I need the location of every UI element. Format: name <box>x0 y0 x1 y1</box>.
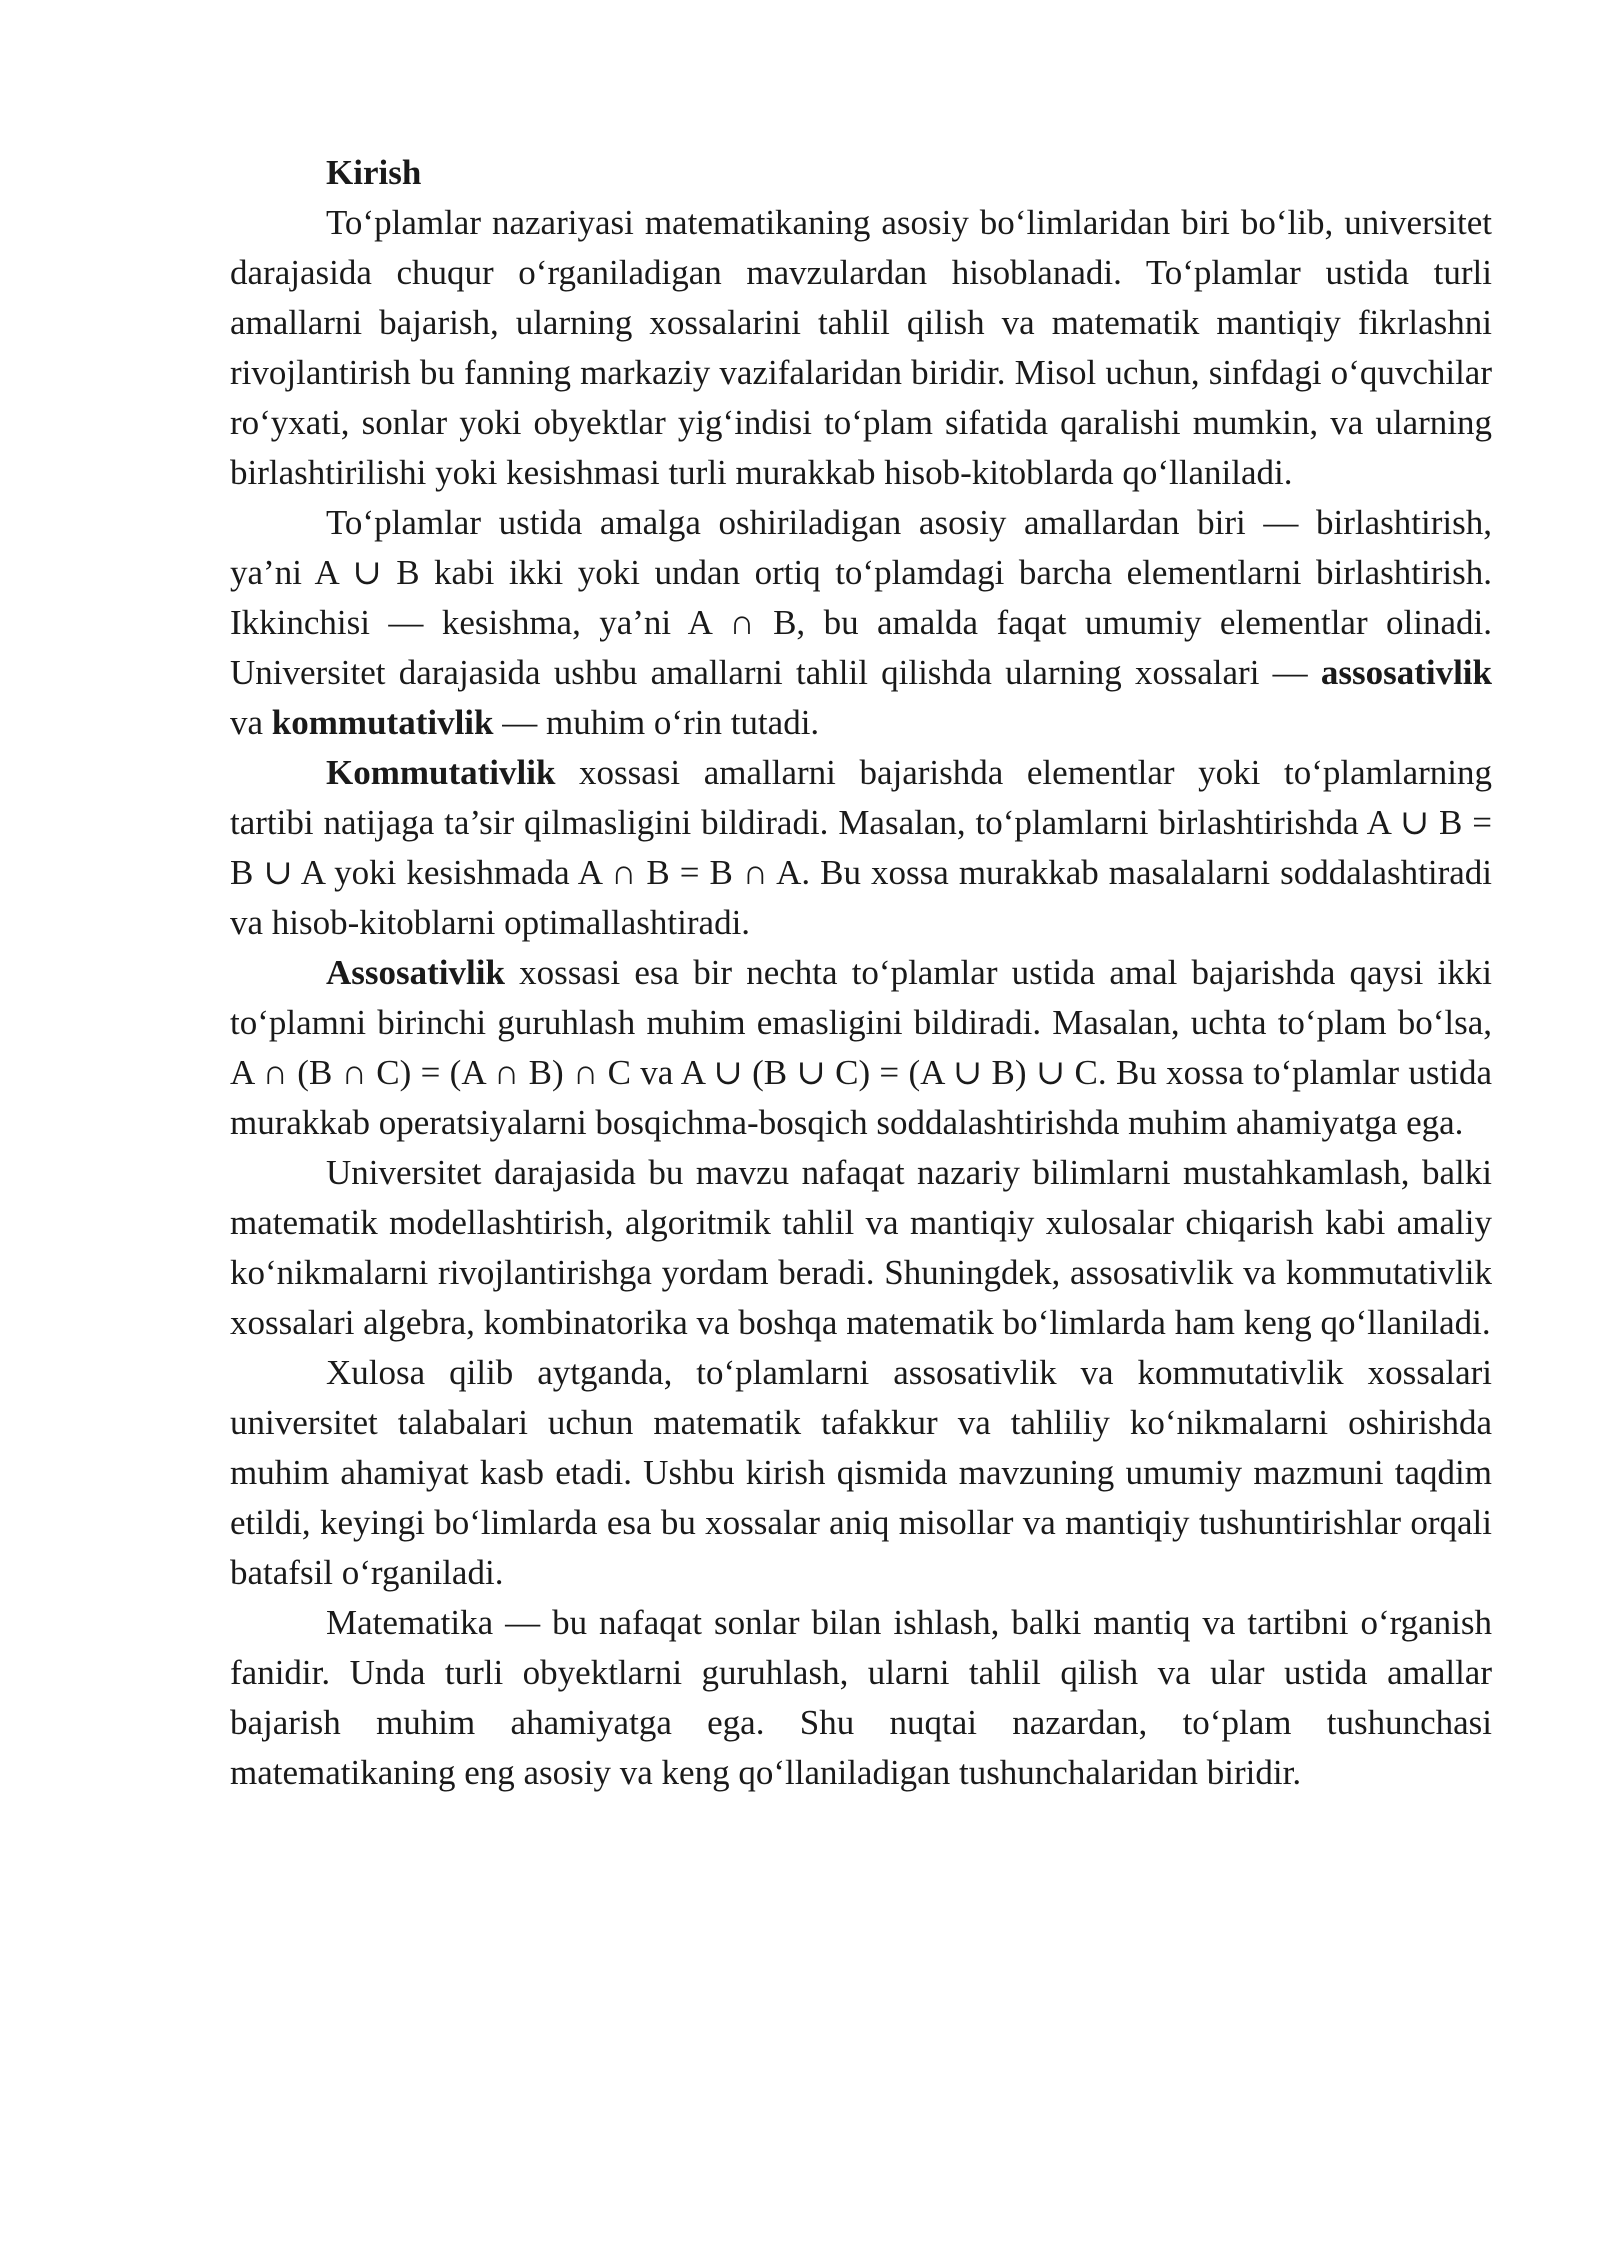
paragraph-text: xossasi esa bir nechta to‘plamlar ustida amal bajarishda qaysi ikki to‘plamni birinchi guruhlash muhim emasligini bildiradi. Masalan, uchta to‘plam bo‘lsa, A ∩ (B ∩ C) = (A ∩ B) ∩ C va A ∪ (B ∪ C) = (A ∪ B) ∪ C. Bu xossa to‘plamlar ustida murakkab operatsiyalarni bosqichma-bosqich soddalashtirishda muhim ahamiyatga ega. <box>230 953 1492 1142</box>
paragraph-commutativity <box>230 748 1492 948</box>
paragraph-mathematics: Matematika — bu nafaqat sonlar bilan ishlash, balki mantiq va tartibni o‘rganish fanidir. Unda turli obyektlarni guruhlash, ularni tahlil qilish va ular ustida amallar bajarish muhim ahamiyatga ega. Shu nuqtai nazardan, to‘plam tushunchasi matematikaning eng asosiy va keng qo‘llaniladigan tushunchalaridan biridir. <box>230 1603 1492 1792</box>
paragraph-text: va <box>230 703 272 742</box>
paragraph-operations <box>230 498 1492 748</box>
paragraph-associativity <box>230 948 1492 1148</box>
paragraph-text: To‘plamlar ustida amalga oshiriladigan asosiy amallardan biri — birlashtirish, ya’ni A ∪ B kabi ikki yoki undan ortiq to‘plamdagi barcha elementlarni birlashtirish. Ikkinchisi — kesishma, ya’ni A ∩ B, bu amalda faqat umumiy elementlar olinadi. Universitet darajasida ushbu amallarni tahlil qilishda ularning xossalari — <box>230 503 1492 692</box>
paragraph-university: Universitet darajasida bu mavzu nafaqat nazariy bilimlarni mustahkamlash, balki matematik modellashtirish, algoritmik tahlil va mantiqiy xulosalar chiqarish kabi amaliy ko‘nikmalarni rivojlantirishga yordam beradi. Shuningdek, assosativlik va kommutativlik xossalari algebra, kombinatorika va boshqa matematik bo‘limlarda ham keng qo‘llaniladi. <box>230 1153 1492 1342</box>
term-associativity: assosativlik <box>1320 653 1492 692</box>
paragraph-intro: To‘plamlar nazariyasi matematikaning asosiy bo‘limlaridan biri bo‘lib, universitet darajasida chuqur o‘rganiladigan mavzulardan hisoblanadi. To‘plamlar ustida turli amallarni bajarish, ularning xossalarini tahlil qilish va matematik mantiqiy fikrlashni rivojlantirish bu fanning markaziy vazifalaridan biridir. Misol uchun, sinfdagi o‘quvchilar ro‘yxati, sonlar yoki obyektlar yig‘indisi to‘plam sifatida qaralishi mumkin, va ularning birlashtirilishi yoki kesishmasi turli murakkab hisob-kitoblarda qo‘llaniladi. <box>230 203 1492 492</box>
document-page <box>230 148 1492 1798</box>
section-heading: Kirish <box>326 153 422 192</box>
term-commutativity: kommutativlik <box>271 703 494 742</box>
paragraph-text: xossasi amallarni bajarishda elementlar yoki to‘plamlarning tartibi natijaga ta’sir qilmasligini bildiradi. Masalan, to‘plamlarni birlashtirishda A ∪ B = B ∪ A yoki kesishmada A ∩ B = B ∩ A. Bu xossa murakkab masalalarni soddalashtiradi va hisob-kitoblarni optimallashtiradi. <box>230 753 1492 942</box>
paragraph-conclusion: Xulosa qilib aytganda, to‘plamlarni assosativlik va kommutativlik xossalari universitet talabalari uchun matematik tafakkur va tahliliy ko‘nikmalarni oshirishda muhim ahamiyat kasb etadi. Ushbu kirish qismida mavzuning umumiy mazmuni taqdim etildi, keyingi bo‘limlarda esa bu xossalar aniq misollar va mantiqiy tushuntirishlar orqali batafsil o‘rganiladi. <box>230 1353 1492 1592</box>
paragraph-text: — muhim o‘rin tutadi. <box>493 703 820 742</box>
term-commutativity: Kommutativlik <box>326 753 556 792</box>
term-associativity: Assosativlik <box>326 953 505 992</box>
